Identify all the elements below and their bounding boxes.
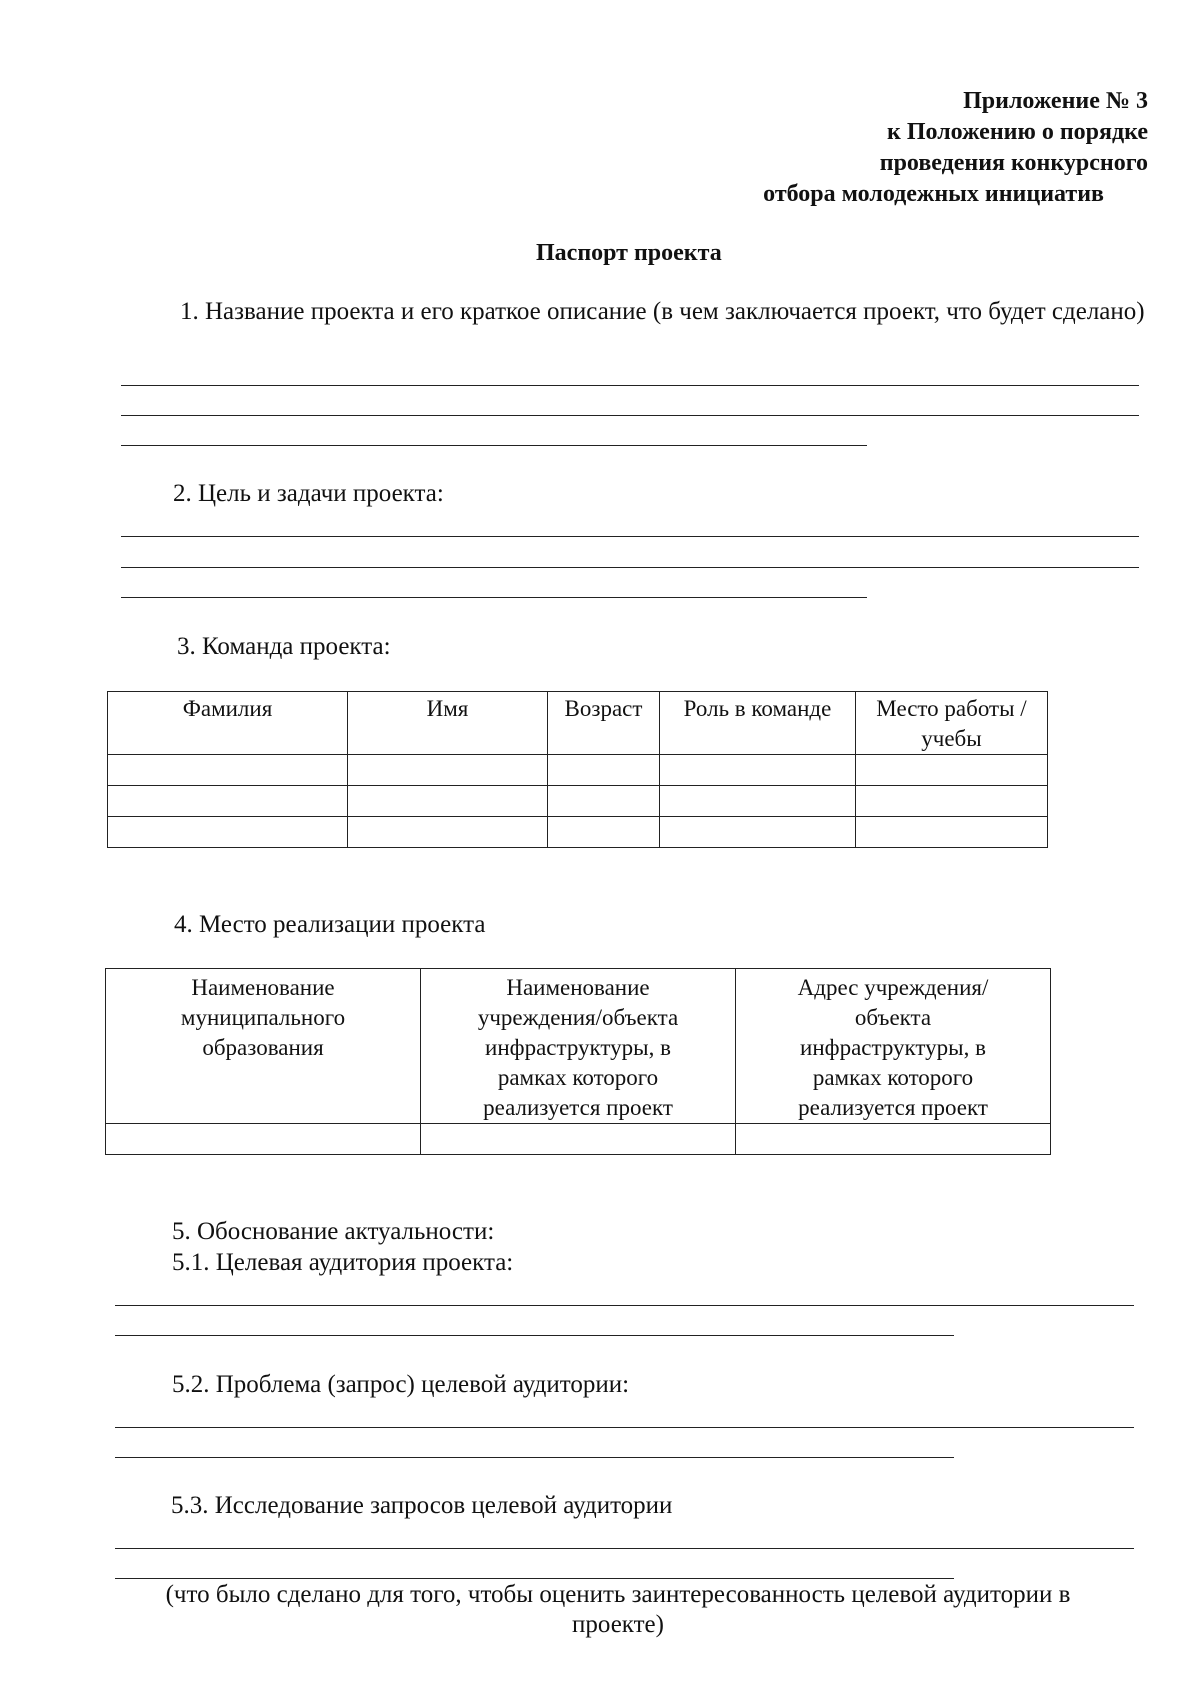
section-5-heading: 5. Обоснование актуальности:	[172, 1218, 495, 1245]
team-cell-workplace[interactable]	[856, 755, 1048, 786]
answer-line-2-1[interactable]	[121, 536, 1139, 537]
section-5-2-heading: 5.2. Проблема (запрос) целевой аудитории:	[172, 1371, 630, 1398]
team-cell-name[interactable]	[348, 817, 548, 848]
team-cell-role[interactable]	[660, 817, 856, 848]
answer-line-2-3[interactable]	[121, 597, 867, 598]
appendix-reference: к Положению о порядке	[887, 119, 1148, 145]
place-header-address: Адрес учреждения/объекта инфраструктуры, в рамках которого реализуется проект	[736, 969, 1051, 1124]
answer-line-5-3-2[interactable]	[115, 1578, 954, 1579]
answer-line-5-1-1[interactable]	[115, 1305, 1134, 1306]
appendix-reference-line4: отбора молодежных инициатив	[763, 181, 1104, 207]
appendix-reference-line3: проведения конкурсного	[879, 150, 1148, 176]
team-cell-workplace[interactable]	[856, 817, 1048, 848]
answer-line-5-2-1[interactable]	[115, 1427, 1134, 1428]
team-cell-surname[interactable]	[108, 786, 348, 817]
team-header-role: Роль в команде	[660, 692, 856, 755]
table-row	[108, 755, 1048, 786]
team-cell-age[interactable]	[548, 786, 660, 817]
place-table	[105, 968, 1051, 1155]
team-header-surname: Фамилия	[108, 692, 348, 755]
section-5-1-heading: 5.1. Целевая аудитория проекта:	[172, 1249, 514, 1276]
section-4-heading: 4. Место реализации проекта	[174, 911, 486, 938]
team-cell-role[interactable]	[660, 786, 856, 817]
team-header-age: Возраст	[548, 692, 660, 755]
team-cell-age[interactable]	[548, 755, 660, 786]
answer-line-5-2-2[interactable]	[115, 1457, 954, 1458]
team-cell-name[interactable]	[348, 786, 548, 817]
section-3-heading: 3. Команда проекта:	[177, 633, 391, 660]
section-1-text: 1. Название проекта и его краткое описание (в чем заключается проект, что будет сделано)	[180, 298, 1145, 325]
table-row	[108, 817, 1048, 848]
answer-line-2-2[interactable]	[121, 567, 1139, 568]
footer-note: (что было сделано для того, чтобы оценить заинтересованность целевой аудитории в проекте)	[165, 1581, 1071, 1638]
team-cell-name[interactable]	[348, 755, 548, 786]
place-header-institution: Наименование учреждения/объекта инфраструктуры, в рамках которого реализуется проект	[421, 969, 736, 1124]
place-cell-address[interactable]	[736, 1124, 1051, 1155]
team-cell-role[interactable]	[660, 755, 856, 786]
page-title: Паспорт проекта	[536, 240, 722, 266]
team-cell-surname[interactable]	[108, 755, 348, 786]
team-table	[107, 691, 1048, 848]
team-header-workplace: Место работы / учебы	[856, 692, 1048, 755]
answer-line-1-1[interactable]	[121, 385, 1139, 386]
table-row	[106, 1124, 1051, 1155]
team-cell-surname[interactable]	[108, 817, 348, 848]
table-row	[108, 786, 1048, 817]
place-table-header-row	[106, 969, 1051, 1124]
section-1-heading	[122, 296, 1147, 327]
answer-line-5-1-2[interactable]	[115, 1335, 954, 1336]
answer-line-1-3[interactable]	[121, 445, 867, 446]
appendix-number: Приложение № 3	[963, 88, 1148, 114]
section-2-heading: 2. Цель и задачи проекта:	[173, 480, 444, 507]
team-header-name: Имя	[348, 692, 548, 755]
team-cell-age[interactable]	[548, 817, 660, 848]
place-cell-institution[interactable]	[421, 1124, 736, 1155]
place-cell-municipality[interactable]	[106, 1124, 421, 1155]
section-5-3-heading: 5.3. Исследование запросов целевой аудитории	[171, 1492, 673, 1519]
place-header-municipality: Наименование муниципального образования	[106, 969, 421, 1124]
team-table-header-row	[108, 692, 1048, 755]
answer-line-1-2[interactable]	[121, 415, 1139, 416]
answer-line-5-3-1[interactable]	[115, 1548, 1134, 1549]
team-cell-workplace[interactable]	[856, 786, 1048, 817]
